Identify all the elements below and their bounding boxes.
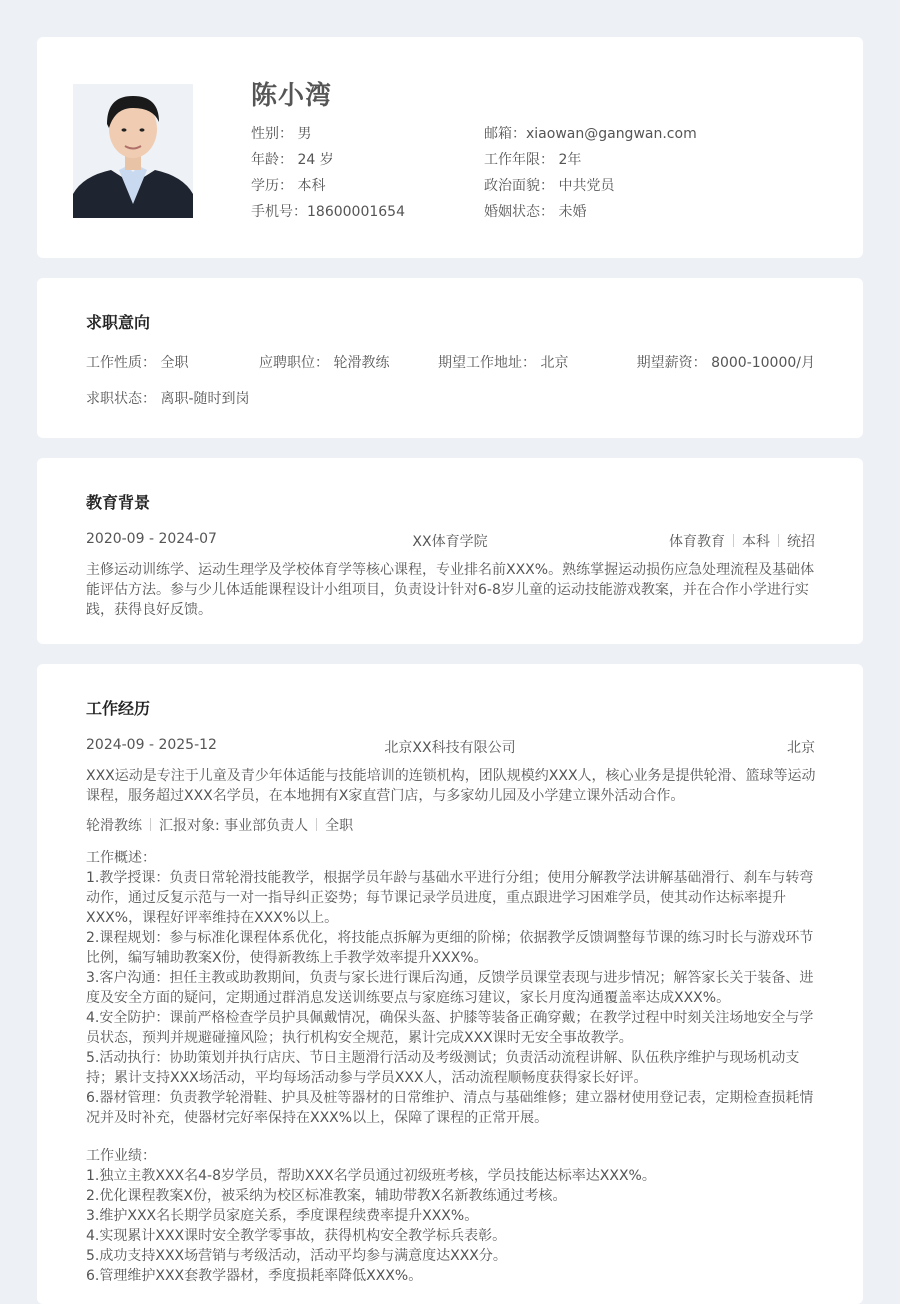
marital-value: 未婚 — [558, 204, 587, 220]
overview-line: 4.安全防护：课前严格检查学员护具佩戴情况，确保头盔、护膝等装备正确穿戴；在教学过程中时刻关注场地安全与学 — [86, 1010, 814, 1026]
work-years-value: 2年 — [558, 152, 582, 168]
work-years-field — [484, 149, 581, 169]
salary-field — [637, 352, 815, 372]
salary-label: 期望薪资： — [636, 355, 707, 371]
overview-line: 5.活动执行：协助策划并执行店庆、节日主题滑行活动及考级测试；负责活动流程讲解、队伍秩序维护与现场机动支 — [86, 1050, 800, 1066]
section-title-education: 教育背景 — [86, 493, 151, 512]
company-intro — [86, 766, 816, 806]
achievement-line: 4.实现累计XXX课时安全教学零事故，获得机构安全教学标兵表彰。 — [86, 1228, 507, 1244]
education-label: 学历： — [251, 178, 293, 194]
gender-value: 男 — [297, 126, 312, 142]
desc-line: 主修运动训练学、运动生理学及学校体育学等核心课程，专业排名前XXX%。熟练掌握运动损伤应急处理流程及基础体 — [86, 562, 815, 578]
phone-value: 18600001654 — [307, 204, 405, 220]
school-name: XX体育学院 — [412, 534, 488, 550]
location-label: 期望工作地址： — [438, 355, 536, 371]
location-value: 北京 — [540, 355, 569, 371]
education-period: 2020-09 - 2024-07 — [86, 531, 217, 547]
section-title-work: 工作经历 — [86, 699, 151, 718]
overview-line: 2.课程规划：参与标准化课程体系优化，将技能点拆解为更细的阶梯；依据教学反馈调整每节课的练习时长与游戏环节 — [86, 930, 814, 946]
work-type-value: 全职 — [160, 355, 189, 371]
overview-line: 6.器材管理：负责教学轮滑鞋、护具及桩等器材的日常维护、清点与基础维修；建立器材使用登记表，定期检查损耗情 — [86, 1090, 814, 1106]
work-years-label: 工作年限： — [484, 152, 554, 168]
politics-field — [484, 175, 614, 195]
divider — [778, 534, 779, 547]
age-label: 年龄： — [251, 152, 293, 168]
position-value: 轮滑教练 — [333, 355, 390, 371]
major: 体育教育 — [669, 534, 725, 550]
work-achievements — [86, 1146, 816, 1286]
job-status-value: 离职-随时到岗 — [160, 391, 250, 407]
email-field — [484, 123, 697, 143]
desc-line: 能评估方法。参与少儿体适能课程设计小组项目，负责设计针对6-8岁儿童的运动技能游戏教案，并在合作小学进行实 — [86, 582, 809, 598]
overview-line: 3.客户沟通：担任主教或助教期间，负责与家长进行课后沟通，反馈学员课堂表现与进步情况；解答家长关于装备、进 — [86, 970, 814, 986]
achievement-line: 3.维护XXX名长期学员家庭关系，季度课程续费率提升XXX%。 — [86, 1208, 479, 1224]
politics-value: 中共党员 — [558, 178, 615, 194]
location-field — [438, 352, 568, 372]
section-title-intent: 求职意向 — [86, 313, 151, 332]
overview-label: 工作概述： — [86, 850, 156, 866]
marital-label: 婚姻状态： — [484, 204, 554, 220]
work-experience-card — [37, 664, 863, 1304]
education-description — [86, 560, 816, 620]
intro-line: XXX运动是专注于儿童及青少年体适能与技能培训的连锁机构，团队规模约XXX人，核心业务是提供轮滑、篮球等运动 — [86, 768, 816, 784]
overview-line: 况并及时补充，使器材完好率保持在XXX%以上，保障了课程的正常开展。 — [86, 1110, 549, 1126]
overview-line: 动作，通过反复示范与一对一指导纠正姿势；每节课记录学员进度，重点跟进学习困难学员，使其动作达标率提升 — [86, 890, 786, 906]
job-intent-card — [37, 278, 863, 438]
intro-line: 课程，服务超过XXX名学员，在本地拥有X家直营门店，与多家幼儿园及小学建立课外活动合作。 — [86, 788, 685, 804]
education-field — [251, 175, 325, 195]
education-tags — [669, 531, 815, 551]
divider — [733, 534, 734, 547]
achievement-label: 工作业绩： — [86, 1148, 156, 1164]
politics-label: 政治面貌： — [484, 178, 554, 194]
degree: 本科 — [742, 534, 770, 550]
work-overview — [86, 848, 816, 1128]
avatar — [73, 84, 193, 218]
company-name: 北京XX科技有限公司 — [384, 740, 516, 756]
gender-label: 性别： — [251, 126, 293, 142]
overview-line: 持；累计支持XXX场活动，平均每场活动参与学员XXX人，活动流程顺畅度获得家长好评。 — [86, 1070, 648, 1086]
overview-line: 1.教学授课：负责日常轮滑技能教学，根据学员年龄与基础水平进行分组；使用分解教学法讲解基础滑行、刹车与转弯 — [86, 870, 814, 886]
gender-field — [251, 123, 311, 143]
achievement-line: 6.管理维护XXX套教学器材，季度损耗率降低XXX%。 — [86, 1268, 423, 1284]
achievement-line: 2.优化课程教案X份，被采纳为校区标准教案，辅助带教X名新教练通过考核。 — [86, 1188, 567, 1204]
overview-line: 员状态，预判并规避碰撞风险；执行机构安全规范，累计完成XXX课时无安全事故教学。 — [86, 1030, 633, 1046]
enroll-mode: 统招 — [787, 534, 815, 550]
profile-card — [37, 37, 863, 258]
job-status-field — [86, 388, 250, 408]
overview-line: 度及安全方面的疑问，定期通过群消息发送训练要点与家庭练习建议，家长月度沟通覆盖率达成XXX%。 — [86, 990, 731, 1006]
overview-line: 比例，编写辅助教案X份，使得新教练上手教学效率提升XXX%。 — [86, 950, 488, 966]
phone-label: 手机号： — [251, 204, 307, 220]
position-label: 应聘职位： — [259, 355, 329, 371]
work-city: 北京 — [787, 740, 815, 756]
age-value: 24 岁 — [297, 152, 334, 168]
age-field — [251, 149, 334, 169]
salary-value: 8000-10000/月 — [711, 355, 815, 371]
education-card — [37, 458, 863, 644]
job-status-label: 求职状态： — [86, 391, 156, 407]
achievement-line: 5.成功支持XXX场营销与考级活动，活动平均参与满意度达XXX分。 — [86, 1248, 507, 1264]
phone-field — [251, 201, 405, 221]
person-photo-icon — [73, 84, 193, 218]
report-tag: 汇报对象: 事业部负责人 — [159, 818, 309, 834]
work-type-label: 工作性质： — [86, 355, 156, 371]
email-label: 邮箱： — [484, 126, 526, 142]
candidate-name: 陈小湾 — [251, 81, 333, 111]
position-field — [259, 352, 389, 372]
marital-field — [484, 201, 586, 221]
divider — [150, 818, 151, 831]
desc-line: 践，获得良好反馈。 — [86, 602, 212, 618]
email-value: xiaowan@gangwan.com — [526, 126, 697, 142]
achievement-line: 1.独立主教XXX名4-8岁学员，帮助XXX名学员通过初级班考核，学员技能达标率达XXX%。 — [86, 1168, 656, 1184]
work-type-field — [86, 352, 188, 372]
work-period: 2024-09 - 2025-12 — [86, 737, 217, 753]
employment-type-tag: 全职 — [325, 818, 354, 834]
education-value: 本科 — [297, 178, 326, 194]
role-tag: 轮滑教练 — [86, 818, 142, 834]
divider — [316, 818, 317, 831]
work-tags — [86, 815, 353, 835]
overview-line: XXX%，课程好评率维持在XXX%以上。 — [86, 910, 339, 926]
